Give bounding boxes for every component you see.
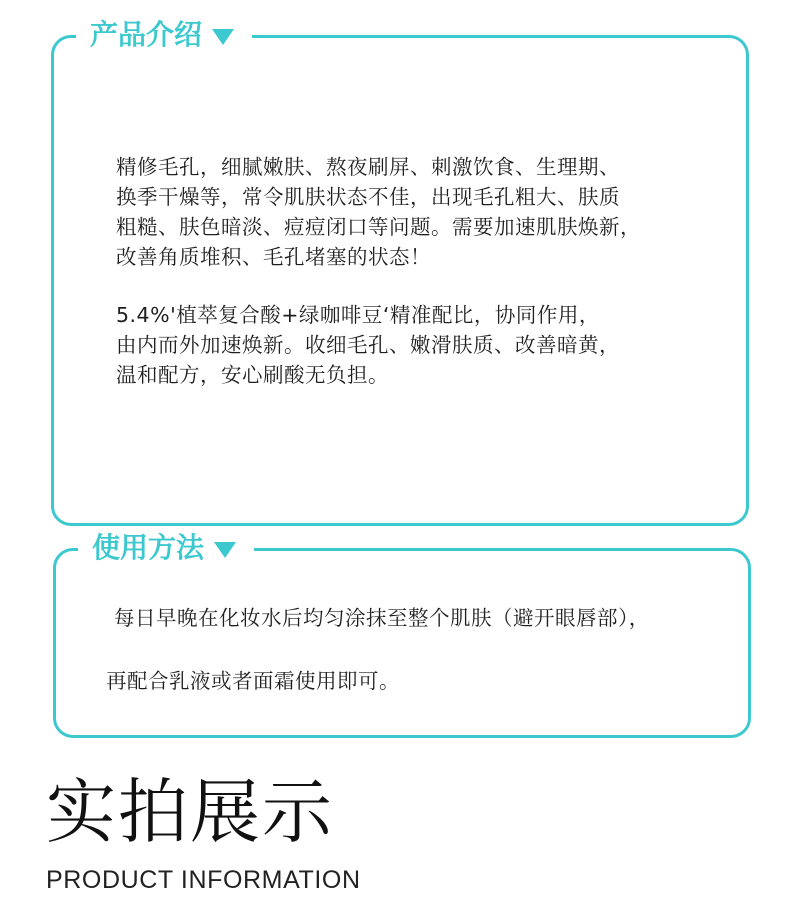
usage-panel xyxy=(53,531,751,738)
intro-line: 温和配方，安心刷酸无负担。 xyxy=(116,363,389,387)
showcase-title: 实拍展示 xyxy=(46,771,334,853)
intro-line: 由内而外加速焕新。收细毛孔、嫩滑肤质、改善暗黄， xyxy=(116,333,620,357)
usage-line-2: 再配合乳液或者面霜使用即可。 xyxy=(106,669,400,693)
intro-line: 粗糙、肤色暗淡、痘痘闭口等问题。需要加速肌肤焕新， xyxy=(116,215,641,239)
intro-line: 精修毛孔，细腻嫩肤、熬夜刷屏、刺激饮食、生理期、 xyxy=(116,155,620,179)
usage-line-1: 每日早晚在化妆水后均匀涂抹至整个肌肤（避开眼唇部）， xyxy=(114,606,650,630)
usage-heading xyxy=(78,528,254,568)
product-intro-paragraph-1 xyxy=(116,152,716,272)
product-intro-panel xyxy=(51,18,749,526)
usage-title: 使用方法 xyxy=(92,531,205,564)
product-intro-title: 产品介绍 xyxy=(90,18,203,51)
showcase-subtitle: PRODUCT INFORMATION xyxy=(46,866,361,894)
intro-line: 5.4%'植萃复合酸+绿咖啡豆‘精准配比，协同作用， xyxy=(116,303,600,327)
intro-line: 改善角质堆积、毛孔堵塞的状态！ xyxy=(116,245,431,269)
triangle-down-icon xyxy=(212,29,234,45)
intro-line: 换季干燥等，常令肌肤状态不佳，出现毛孔粗大、肤质 xyxy=(116,185,620,209)
product-intro-paragraph-2 xyxy=(116,300,716,390)
product-intro-heading xyxy=(76,15,252,55)
triangle-down-icon xyxy=(214,542,236,558)
